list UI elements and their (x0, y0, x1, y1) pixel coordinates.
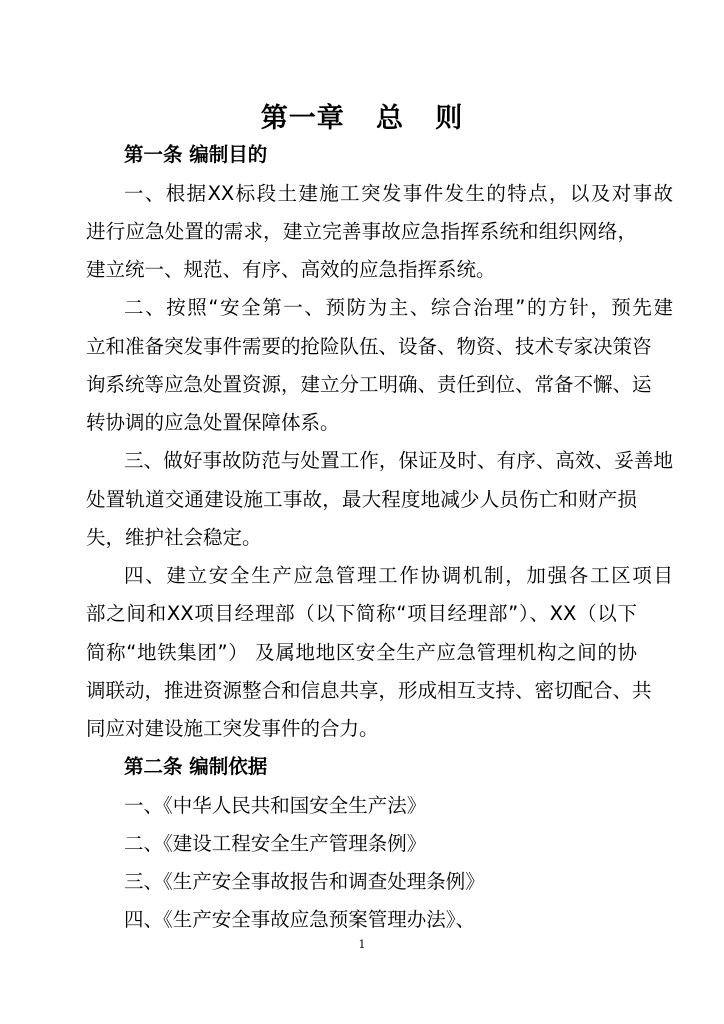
paragraph-line: 简称“地铁集团”） 及属地地区安全生产应急管理机构之间的协 (86, 641, 637, 664)
list-item: 一、《中华人民共和国安全生产法》 (124, 794, 427, 817)
paragraph-line: 询系统等应急处置资源，建立分工明确、责任到位、常备不懈、运 (86, 373, 652, 396)
article-heading: 第一条 编制目的 (124, 143, 268, 166)
paragraph-line: 部之间和XX项目经理部（以下简称“项目经理部”）、XX（以下 (86, 602, 637, 625)
paragraph-line: 一、根据XX标段土建施工突发事件发生的特点，以及对事故 (124, 182, 673, 205)
paragraph-line: 建立统一、规范、有序、高效的应急指挥系统。 (86, 258, 496, 281)
paragraph-line: 同应对建设施工突发事件的合力。 (86, 717, 379, 740)
paragraph-line: 二、按照“安全第一、预防为主、综合治理”的方针，预先建 (124, 296, 673, 319)
list-item: 四、《生产安全事故应急预案管理办法》、 (124, 908, 476, 931)
paragraph-line: 立和准备突发事件需要的抢险队伍、设备、物资、技术专家决策咨 (86, 335, 652, 358)
article-heading: 第二条 编制依据 (124, 755, 268, 778)
chapter-title: 第一章 总 则 (260, 103, 464, 134)
page-number: 1 (358, 938, 366, 951)
paragraph-line: 失，维护社会稳定。 (86, 526, 262, 549)
paragraph-line: 四、建立安全生产应急管理工作协调机制，加强各工区项目 (124, 564, 673, 587)
list-item: 二、《建设工程安全生产管理条例》 (124, 832, 427, 855)
paragraph-line: 三、做好事故防范与处置工作，保证及时、有序、高效、妥善地 (124, 449, 673, 472)
paragraph-line: 进行应急处置的需求，建立完善事故应急指挥系统和组织网络， (86, 220, 637, 243)
paragraph-line: 处置轨道交通建设施工事故，最大程度地减少人员伤亡和财产损 (86, 488, 637, 511)
paragraph-line: 调联动，推进资源整合和信息共享，形成相互支持、密切配合、共 (86, 679, 652, 702)
list-item: 三、《生产安全事故报告和调查处理条例》 (124, 870, 485, 893)
paragraph-line: 转协调的应急处置保障体系。 (86, 411, 340, 434)
